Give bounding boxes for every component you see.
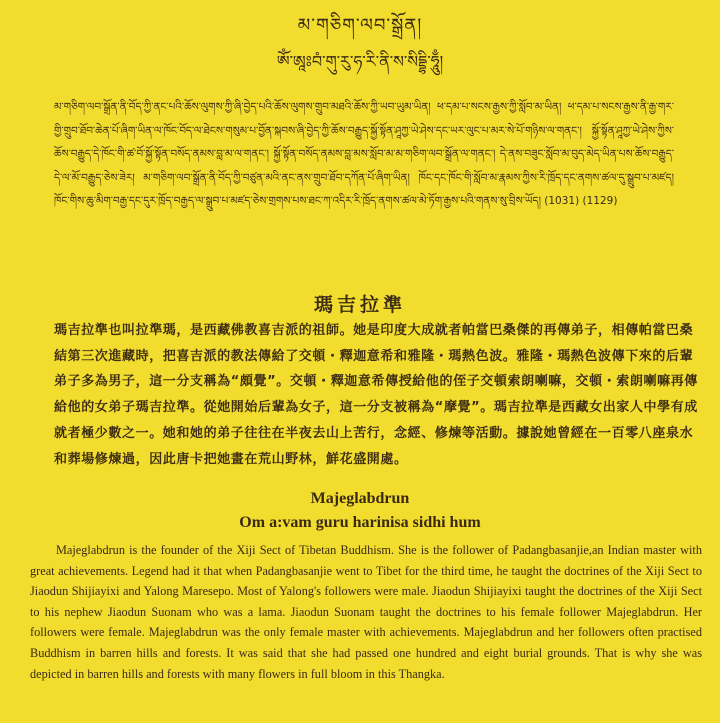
chinese-title: 瑪吉拉準 (313, 294, 406, 316)
tibetan-mantra: ཨོཾ་ཨཱཿབཾ་གུ་རུ་ཧ་རི་ནི་ས་སིདྡྷི་ཧཱུྃ། (276, 52, 444, 71)
english-subtitle: Om a:vam guru harinisa sidhi hum (239, 514, 481, 531)
english-body: Majeglabdrun is the founder of the Xiji Sect of Tibetan Buddhism. She is the follower of Padangbasanjie,an Indian master with great achievements. Legend had it that when Padangbasanjie went to Tibet for the third time, he taught the doctrines of the Xiji Sect to Jiaodun Shijiayixi and Yalong Maresepo. Most of Yalong's followers were male. Jiaodun Shijiayixi taught the doctrines of the Xiji Sect to his nephew Jiaodun Suonam who was a lama. Jiaodun Suonam taught the doctrines to his female follower Majeglabdrun. Her followers were female. Majeglabdrun was the only female master with achievements. Majeglabdrun and her followers often practised Buddhism in barren hills and forests. It was said that she had passed one hundred and eight burial grounds. That is why she was depicted in barren hills and forests with many flowers in full bloom in this Thangka. (30, 543, 702, 681)
english-title: Majeglabdrun (310, 490, 410, 507)
chinese-body: 瑪吉拉準也叫拉準瑪，是西藏佛教喜吉派的祖師。她是印度大成就者帕當巴桑傑的再傳弟子，相傳帕當巴桑結第三次進藏時，把喜吉派的教法傳給了交頓・釋迦意希和雅隆・瑪熱色波。雅隆・瑪熱色波傳下來的后輩弟子多為男子，這一分支稱為“頗覺”。交頓・釋迦意希傳授給他的侄子交頓索朗喇嘛，交頓・索朗喇嘛再傳給他的女弟子瑪吉拉準。從她開始后輩為女子，這一分支被稱為“摩覺”。瑪吉拉準是西藏女出家人中學有成就者極少數之一。她和她的弟子往往在半夜去山上苦行，念經、修煉等活動。據說她曾經在一百零八座泉水和葬場修煉過，因此唐卡把她畫在荒山野林，鮮花盛開處。 (54, 323, 698, 467)
tibetan-title: མ་གཅིག་ལབ་སྒྲོན། (297, 15, 423, 36)
tibetan-body: མ་གཅིག་ལབ་སྒྲོན་ནི་བོད་ཀྱི་ནང་པའི་ཆོས་ལུགས་ཀྱི་ཞི་བྱེད་པའི་ཆོས་ལུགས་གྲུབ་མཐའི་ཆོས་ཀྱི་ཡབ་ཡུམ་ཡིན། ཕ་དམ་པ་སངས་རྒྱས་ཀྱི་སློབ་མ་ཡིན། ཕ་དམ་པ་སངས་རྒྱས་ནི་རྒྱ་གར་གྱི་གྲུབ་ཐོབ་ཆེན་པོ་ཞིག་ཡིན་ལ་ཁོང་བོད་ལ་ཐེངས་གསུམ་པ་བྱོན་སྐབས་ཞི་བྱེད་ཀྱི་ཆོས་བརྒྱུད་སྐྱོ་སྟོན་ཤཱཀྱ་ཡེ་ཤེས་དང་ཡར་ལུང་པ་མར་སེ་པོ་གཉིས་ལ་གནང་། སྐྱོ་སྟོན་ཤཱཀྱ་ཡེ་ཤེས་ཀྱིས་ཆོས་བརྒྱུད་དེ་ཁོང་གི་ཚ་བོ་སྐྱོ་སྟོན་བསོད་ནམས་བླ་མ་ལ་གནང་། སྐྱོ་སྟོན་བསོད་ནམས་བླ་མས་སློབ་མ་མ་གཅིག་ལབ་སྒྲོན་ལ་གནང་། དེ་ནས་བཟུང་སློབ་མ་བུད་མེད་ཡིན་པས་ཆོས་བརྒྱུད་དེ་ལ་མོ་བརྒྱུད་ཅེས་ཟེར། མ་གཅིག་ལབ་སྒྲོན་ནི་བོད་ཀྱི་བཙུན་མའི་ནང་ནས་གྲུབ་ཐོབ་དཀོན་པོ་ཞིག་ཡིན། ཁོང་དང་ཁོང་གི་སློབ་མ་རྣམས་ཀྱིས་རི་ཁྲོད་དང་ནགས་ཚལ་དུ་སྒྲུབ་པ་མཛད། ཁོང་གིས་ཆུ་མིག་བརྒྱ་དང་དུར་ཁྲོད་བརྒྱད་ལ་སྒྲུབ་པ་མཛད་ཅེས་གྲགས་པས་ཐང་ཀ་འདིར་རི་ཁྲོད་ནགས་ཚལ་མེ་ཏོག་རྒྱས་པའི་གནས་སུ་བྲིས་ཡོད། (1031) (1129) (54, 101, 674, 207)
